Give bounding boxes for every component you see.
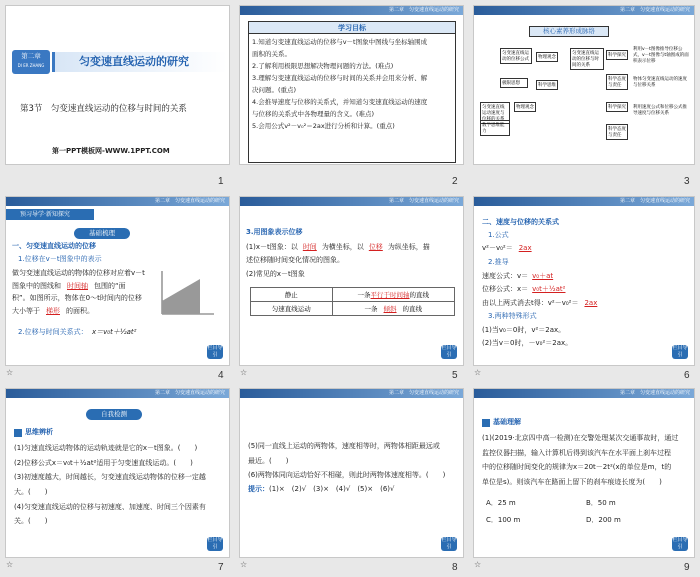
slide-number: 1 xyxy=(218,176,224,187)
option-a: A．25 m xyxy=(486,499,516,507)
back-button[interactable]: 栏目导引 xyxy=(672,345,688,358)
panel-heading: 学习目标 xyxy=(249,22,455,34)
slide-number: 7 xyxy=(218,562,224,573)
slide-header: 第二章 匀变速直线运动的研究 xyxy=(474,6,694,15)
basics-pill: 基础梳理 xyxy=(74,228,130,239)
slide-5[interactable]: 第二章 匀变速直线运动的研究 3.用图象表示位移 (1)x－t图象：以 时间 为横坐标，以 位移 为纵坐标，描 述位移随时间变化情况的图象。 (2)常见的x－t图象 静止 一条平行于时间轴的直线 匀速直线运动 一条 倾斜 的直线 栏目导引 xyxy=(239,196,464,366)
self-check-pill: 自我检测 xyxy=(86,409,142,420)
slide-number: 3 xyxy=(684,176,690,187)
option-b: B．50 m xyxy=(586,499,616,507)
fold-icon[interactable]: ☆ xyxy=(240,560,248,569)
goals-text: 1.知道匀变速直线运动的位移与v－t图象中图线与坐标轴围成 面积的关系。 2.了解利用极限思想解决物理问题的方法。(难点) 3.理解匀变速直线运动的位移与时间的关系并会用来分析、解 决问题。(重点) 4.会推导速度与位移的关系式，并知道匀变速直线运动的速度 与位移的关系式中各物理量的含义。(难点) 5.会用公式v²－v₀²＝2ax进行分析和计算。(重点) xyxy=(252,38,428,131)
slide-header: 第二章 匀变速直线运动的研究 xyxy=(240,389,463,398)
slide-4[interactable]: 第二章 匀变速直线运动的研究 预习导学·新知探究 基础梳理 一、匀变速直线运动的位移 1.位移在v－t图象中的表示 做匀变速直线运动的物体的位移对应着v－t 图象中的图线和 时间轴 包围的“面 积”。如图所示，物体在0～t时间内的位移 大小等于 梯形 的面积。 2.位移与时间关系式： x＝v₀t＋½at² 栏目导引 xyxy=(5,196,230,366)
site-text: 第一PPT模板网-WWW.1PPT.COM xyxy=(52,147,170,155)
slide-2[interactable] xyxy=(239,5,464,165)
slide-number: 9 xyxy=(684,562,690,573)
section-icon xyxy=(14,429,22,437)
slide-7[interactable]: 第二章 匀变速直线运动的研究 自我检测 思维辨析 (1)匀速直线运动物体的运动轨迹就是它的x－t图象。( ) (2)位移公式x＝v₀t＋½at²适用于匀变速直线运动。( ) (3)初速度越大，时间越长，匀变速直线运动物体的位移一定越 大。( ) (4)匀变速直线运动的位移与初速度、加速度、时间三个因素有 关。( ) 栏目导引 xyxy=(5,388,230,558)
section-tag: 预习导学·新知探究 xyxy=(6,209,94,220)
option-c: C．100 m xyxy=(486,515,521,524)
slide-header: 第二章 匀变速直线运动的研究 xyxy=(240,6,463,15)
back-button[interactable]: 栏目导引 xyxy=(672,537,688,550)
slide-number: 6 xyxy=(684,370,690,381)
slide-number: 8 xyxy=(452,562,458,573)
section-icon xyxy=(482,419,490,427)
fold-icon[interactable]: ☆ xyxy=(6,560,14,569)
title-banner xyxy=(52,52,227,72)
slide-header: 第二章 匀变速直线运动的研究 xyxy=(474,197,694,206)
table-row: 静止 一条平行于时间轴的直线 xyxy=(251,288,455,302)
panel-heading: 核心素养形成脉络 xyxy=(529,26,609,37)
slide-number: 5 xyxy=(452,370,458,381)
page-title: 匀变速直线运动的研究 xyxy=(79,55,189,68)
option-d: D．200 m xyxy=(586,515,621,524)
xt-table xyxy=(250,287,455,316)
fold-icon[interactable]: ☆ xyxy=(6,368,14,377)
vt-graph xyxy=(156,269,216,319)
slide-number: 2 xyxy=(452,176,458,187)
slide-6[interactable]: 第二章 匀变速直线运动的研究 二、速度与位移的关系式 1.公式 v²－v₀²＝ 2ax 2.推导 速度公式：v＝ v₀＋at 位移公式：x＝ v₀t＋½at² 由以上两式消去t得：v²－v₀²＝ 2ax 3.两种特殊形式 (1)当v₀＝0时，v²＝2ax。 (2)当v＝0时，－v₀²＝2ax。 栏目导引 xyxy=(473,196,695,366)
slide-header: 第二章 匀变速直线运动的研究 xyxy=(474,389,694,398)
back-button[interactable]: 栏目导引 xyxy=(207,537,223,550)
slide-3[interactable]: 第二章 匀变速直线运动的研究 核心素养形成脉络 匀变速直线运动的位移公式 物理观念 极限思想 科学思维 匀变速直线运动的位移与时间的关系 科学探究 科学态度与责任 匀变速直线运动速度与位移的关系 物理观念 数学思维能力 科学探究 科学态度与责任 利用v－t图像推导位移公式，v－t图像与t轴围成的面积表示位移 物体匀变速直线运动的速度与位移关系 利用速度公式和位移公式推导速度与位移关系 xyxy=(473,5,695,165)
slide-1[interactable] xyxy=(5,5,230,165)
slide-8[interactable]: 第二章 匀变速直线运动的研究 (5)同一直线上运动的两物体，速度相等时，两物体相距最远或 最近。( ) (6)两物体同向运动恰好不相碰，则此时两物体速度相等。( ) 提示：(1)× (2)√ (3)× (4)√ (5)× (6)√ 栏目导引 xyxy=(239,388,464,558)
back-button[interactable]: 栏目导引 xyxy=(207,345,223,358)
slide-header: 第二章 匀变速直线运动的研究 xyxy=(240,197,463,206)
fold-icon[interactable]: ☆ xyxy=(474,560,482,569)
back-button[interactable]: 栏目导引 xyxy=(441,537,457,550)
fold-icon[interactable]: ☆ xyxy=(474,368,482,377)
slide-header: 第二章 匀变速直线运动的研究 xyxy=(6,389,229,398)
section-title: 第3节 匀变速直线运动的位移与时间的关系 xyxy=(20,104,187,114)
table-row: 匀速直线运动 一条 倾斜 的直线 xyxy=(251,302,455,316)
slide-9[interactable]: 第二章 匀变速直线运动的研究 基础理解 (1)(2019·北京四中高一检测)在交警处理某次交通事故时，通过 监控仪器扫描，输入计算机后得到该汽车在水平面上刹车过程 中的位移随时间变化的规律为x＝20t－2t²(x的单位是m，t的 单位是s)。则该汽车在路面上留下的刹车痕迹长度为( ) A．25 m B．50 m C．100 m D．200 m 栏目导引 xyxy=(473,388,695,558)
slide-number: 4 xyxy=(218,370,224,381)
slide-header: 第二章 匀变速直线运动的研究 xyxy=(6,197,229,206)
back-button[interactable]: 栏目导引 xyxy=(441,345,457,358)
chapter-badge: 第二章 DI ER ZHANG xyxy=(12,50,50,74)
goals-panel xyxy=(248,21,456,163)
fold-icon[interactable]: ☆ xyxy=(240,368,248,377)
